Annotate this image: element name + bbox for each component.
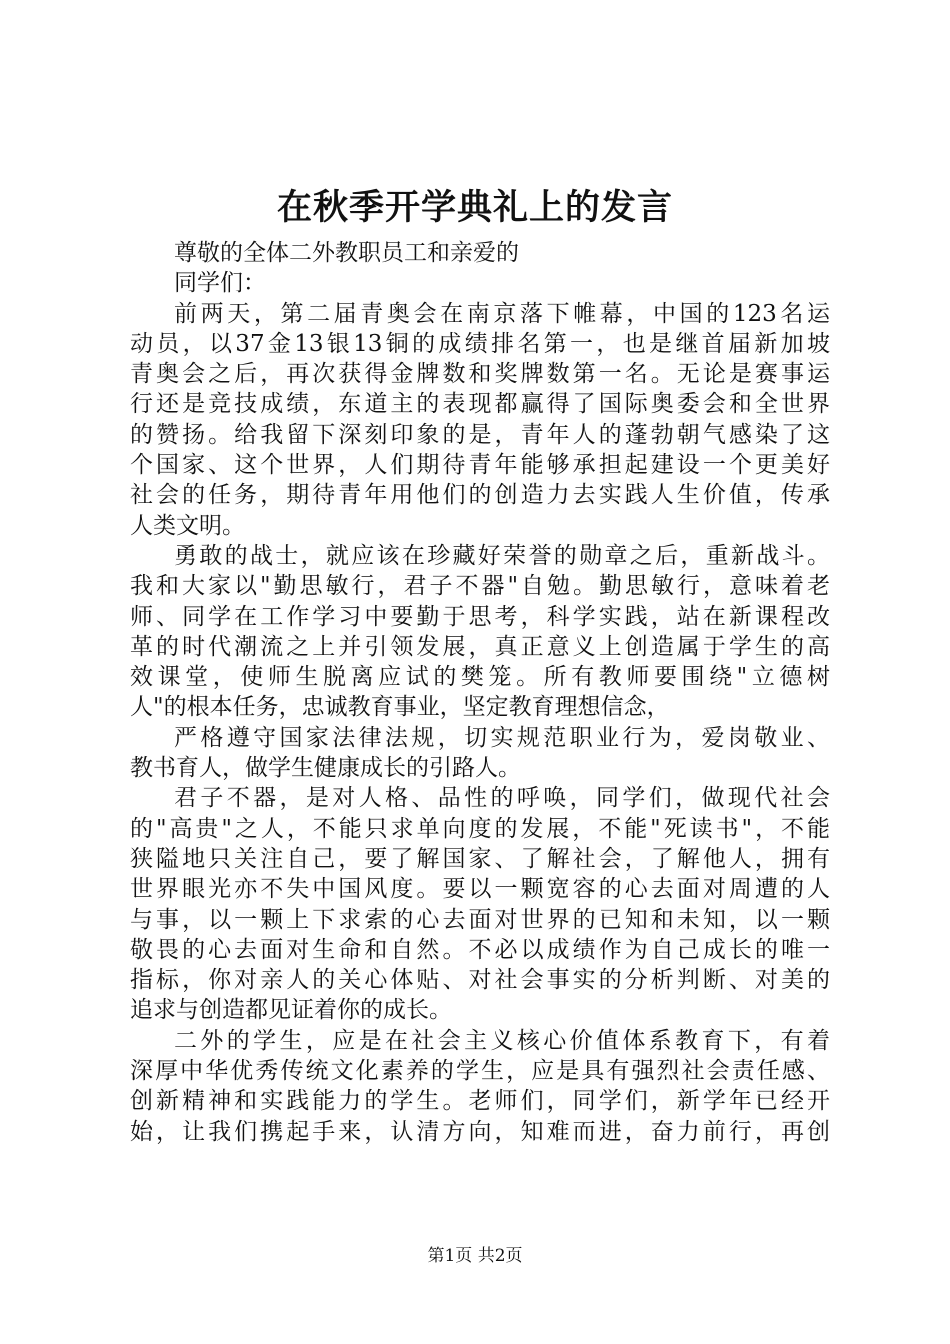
paragraph-line: 人类文明。 bbox=[130, 512, 245, 539]
paragraph-line: 深厚中华优秀传统文化素养的学生，应是具有强烈社会责任感、 bbox=[130, 1058, 830, 1085]
page-title: 在秋季开学典礼上的发言 bbox=[276, 187, 673, 228]
paragraph-line: 前两天，第二届青奥会在南京落下帷幕，中国的123名运 bbox=[174, 300, 830, 327]
paragraph-line: 教书育人，做学生健康成长的引路人。 bbox=[130, 755, 521, 782]
paragraph-line: 革的时代潮流之上并引领发展，真正意义上创造属于学生的高 bbox=[130, 633, 830, 660]
paragraph-line: 的"高贵"之人，不能只求单向度的发展，不能"死读书"，不能 bbox=[130, 815, 830, 842]
paragraph-line: 的赞扬。给我留下深刻印象的是，青年人的蓬勃朝气感染了这 bbox=[130, 421, 830, 448]
paragraph-line: 君子不器，是对人格、品性的呼唤，同学们，做现代社会 bbox=[174, 785, 830, 812]
paragraph-line: 行还是竞技成绩，东道主的表现都赢得了国际奥委会和全世界 bbox=[130, 391, 830, 418]
paragraph-line: 始，让我们携起手来，认清方向，知难而进，奋力前行，再创 bbox=[130, 1118, 830, 1145]
paragraph-line: 人"的根本任务，忠诚教育事业，坚定教育理想信念， bbox=[130, 694, 670, 721]
document-body bbox=[130, 238, 830, 1147]
paragraph-line: 指标，你对亲人的关心体贴、对社会事实的分析判断、对美的 bbox=[130, 967, 830, 994]
paragraph-line: 效课堂，使师生脱离应试的樊笼。所有教师要围绕"立德树 bbox=[130, 664, 830, 691]
paragraph-line: 我和大家以"勤思敏行，君子不器"自勉。勤思敏行，意味着老 bbox=[130, 573, 830, 600]
paragraph-line: 个国家、这个世界，人们期待青年能够承担起建设一个更美好 bbox=[130, 452, 830, 479]
paragraph-line: 敬畏的心去面对生命和自然。不必以成绩作为自己成长的唯一 bbox=[130, 936, 830, 963]
salutation-line: 尊敬的全体二外教职员工和亲爱的 bbox=[174, 240, 519, 266]
paragraph-line: 狭隘地只关注自己，要了解国家、了解社会，了解他人，拥有 bbox=[130, 845, 830, 872]
paragraph-line: 严格遵守国家法律法规，切实规范职业行为，爱岗敬业、 bbox=[174, 724, 830, 751]
paragraph-line: 社会的任务，期待青年用他们的创造力去实践人生价值，传承 bbox=[130, 482, 830, 509]
paragraph-line: 青奥会之后，再次获得金牌数和奖牌数第一名。无论是赛事运 bbox=[130, 361, 830, 388]
paragraph-line: 勇敢的战士，就应该在珍藏好荣誉的勋章之后，重新战斗。 bbox=[174, 542, 830, 569]
paragraph-line: 二外的学生，应是在社会主义核心价值体系教育下，有着 bbox=[174, 1027, 830, 1054]
paragraph-line: 创新精神和实践能力的学生。老师们，同学们，新学年已经开 bbox=[130, 1088, 830, 1115]
paragraph-line: 世界眼光亦不失中国风度。要以一颗宽容的心去面对周遭的人 bbox=[130, 876, 830, 903]
salutation-line: 同学们： bbox=[174, 270, 266, 297]
paragraph-line: 追求与创造都见证着你的成长。 bbox=[130, 997, 452, 1024]
paragraph-line: 动员，以37金13银13铜的成绩排名第一，也是继首届新加坡 bbox=[130, 330, 830, 357]
paragraph-line: 师、同学在工作学习中要勤于思考，科学实践，站在新课程改 bbox=[130, 603, 830, 630]
paragraph-line: 与事，以一颗上下求索的心去面对世界的已知和未知，以一颗 bbox=[130, 906, 830, 933]
page-footer: 第1页 共2页 bbox=[427, 1246, 523, 1266]
